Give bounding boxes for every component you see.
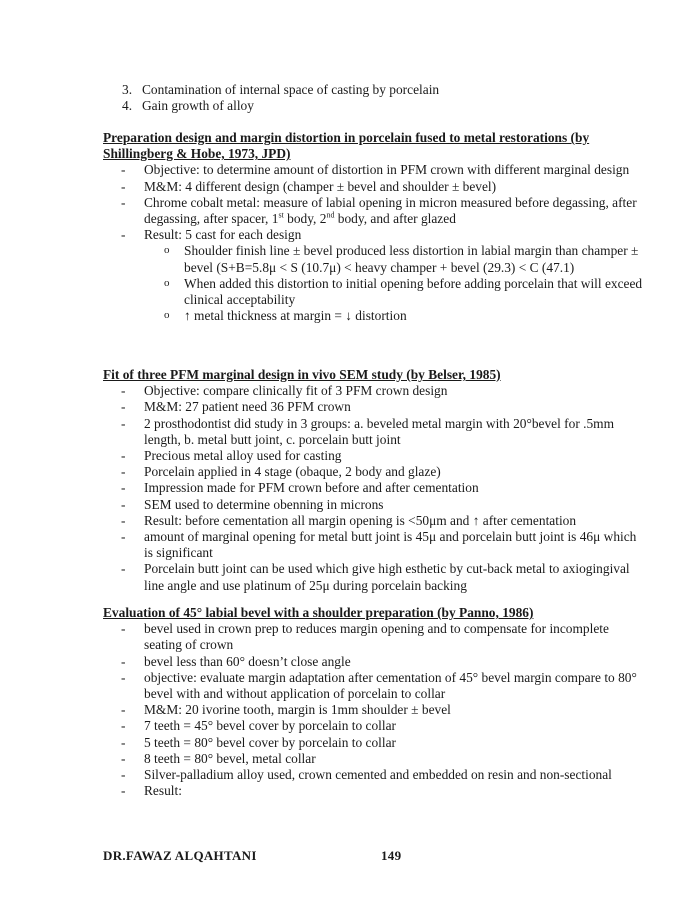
- list-item: - Objective: to determine amount of distortion in PFM crown with different marginal design: [103, 162, 643, 178]
- list-item: - bevel used in crown prep to reduces margin opening and to compensate for incomplete seating of crown: [103, 621, 643, 653]
- list-item: - Chrome cobalt metal: measure of labial opening in micron measured before degassing, after degassing, after spacer, 1st body, 2nd body, and after glazed: [103, 195, 643, 227]
- list-item: o When added this distortion to initial opening before adding porcelain that will exceed clinical acceptability: [103, 276, 643, 308]
- list-item: o ↑ metal thickness at margin = ↓ distortion: [103, 308, 643, 324]
- footer-author: DR.FAWAZ ALQAHTANI: [103, 848, 257, 863]
- section-heading: Fit of three PFM marginal design in vivo SEM study (by Belser, 1985): [103, 367, 501, 382]
- list-item: - Objective: compare clinically fit of 3 PFM crown design: [103, 383, 643, 399]
- list-item: - Silver-palladium alloy used, crown cemented and embedded on resin and non-sectional: [103, 767, 643, 783]
- list-item: - 7 teeth = 45° bevel cover by porcelain to collar: [103, 718, 643, 734]
- section-panno: [103, 605, 643, 799]
- section-heading: Preparation design and margin distortion in porcelain fused to metal restorations (by Shillingberg & Hobe, 1973, JPD): [103, 130, 590, 162]
- list-item: - Precious metal alloy used for casting: [103, 448, 643, 464]
- bullet-list: [103, 162, 643, 243]
- section-shillingberg: [103, 130, 643, 324]
- sub-bullet-list: [103, 243, 643, 324]
- list-item: - 2 prosthodontist did study in 3 groups: a. beveled metal margin with 20°bevel for .5mm length, b. metal butt joint, c. porcelain butt joint: [103, 416, 643, 448]
- list-item: - M&M: 20 ivorine tooth, margin is 1mm shoulder ± bevel: [103, 702, 643, 718]
- list-item: - Impression made for PFM crown before and after cementation: [103, 480, 643, 496]
- list-item: - objective: evaluate margin adaptation after cementation of 45° bevel margin compare to 80° bevel with and without application of porcelain to collar: [103, 670, 643, 702]
- list-item: o Shoulder finish line ± bevel produced less distortion in labial margin than champer ± bevel (S+B=5.8μ < S (10.7μ) < heavy champer + bevel (29.3) < C (47.1): [103, 243, 643, 275]
- list-item: - Result: before cementation all margin opening is <50μm and ↑ after cementation: [103, 513, 643, 529]
- list-item: - bevel less than 60° doesn’t close angle: [103, 654, 643, 670]
- list-item: - amount of marginal opening for metal butt joint is 45μ and porcelain butt joint is 46μ which is significant: [103, 529, 643, 561]
- list-item: - 5 teeth = 80° bevel cover by porcelain to collar: [103, 735, 643, 751]
- section-belser: [103, 367, 643, 594]
- numbered-list: [122, 82, 682, 114]
- list-item: - M&M: 4 different design (champer ± bevel and shoulder ± bevel): [103, 179, 643, 195]
- list-item: - M&M: 27 patient need 36 PFM crown: [103, 399, 643, 415]
- list-item: - 8 teeth = 80° bevel, metal collar: [103, 751, 643, 767]
- page-number: 149: [381, 848, 402, 863]
- list-item: - Porcelain applied in 4 stage (obaque, 2 body and glaze): [103, 464, 643, 480]
- list-item: 4. Gain growth of alloy: [122, 98, 254, 114]
- list-item: - Result:: [103, 783, 643, 799]
- list-item: - Porcelain butt joint can be used which give high esthetic by cut-back metal to axiogingival line angle and use platinum of 25μ during porcelain backing: [103, 561, 643, 593]
- section-heading: Evaluation of 45° labial bevel with a shoulder preparation (by Panno, 1986): [103, 605, 534, 620]
- list-item: - Result: 5 cast for each design: [103, 227, 643, 243]
- list-item: 3. Contamination of internal space of casting by porcelain: [122, 82, 440, 97]
- bullet-list: [103, 383, 643, 594]
- bullet-list: [103, 621, 643, 799]
- list-item: - SEM used to determine obenning in microns: [103, 497, 643, 513]
